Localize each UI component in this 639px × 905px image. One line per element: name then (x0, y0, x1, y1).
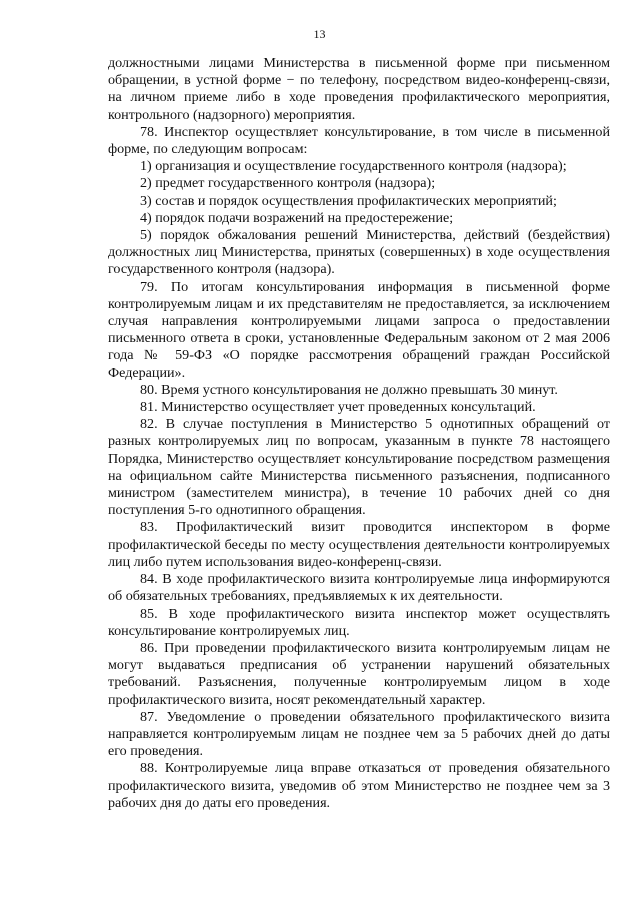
list-item-4: 4) порядок подачи возражений на предостережение; (140, 209, 454, 226)
paragraph-78: 78. Инспектор осуществляет консультирование, в том числе в письменной форме, по следующим вопросам: (108, 123, 610, 158)
paragraph-85: 85. В ходе профилактического визита инспектор может осуществлять консультирование контролируемых лиц. (108, 605, 610, 639)
list-item-1: 1) организация и осуществление государственного контроля (надзора); (140, 158, 567, 175)
paragraph-87: 87. Уведомление о проведении обязательного профилактического визита направляется контролируемым лицам не позднее чем за 5 рабочих дней до даты его проведения. (108, 708, 610, 760)
paragraph-83: 83. Профилактический визит проводится инспектором в форме профилактической беседы по месту осуществления деятельности контролируемых лиц либо путем использования видео-конференц-связи. (108, 519, 610, 570)
paragraph-81: 81. Министерство осуществляет учет проведенных консультаций. (140, 399, 536, 416)
page-number: 13 (313, 27, 326, 41)
paragraph-80: 80. Время устного консультирования не должно превышать 30 минут. (140, 381, 558, 398)
paragraph-79: 79. По итогам консультирования информация в письменной форме контролируемым лицам и их представителям не предоставляется, за исключением случая направления контролируемыми лицами запроса о предоставлении письменного ответа в сроки, установленные Федеральным законом от 2 мая 2006 года № 59-ФЗ «О порядке рассмотрения обращений граждан Российской Федерации». (108, 278, 610, 381)
document-body (108, 55, 610, 812)
paragraph-continuation: должностными лицами Министерства в письменной форме при письменном обращении, в устной форме − по телефону, посредством видео-конференц-связи, на личном приеме либо в ходе проведения профилактического мероприятия, контрольного (надзорного) мероприятия. (108, 55, 610, 123)
paragraph-88: 88. Контролируемые лица вправе отказаться от проведения обязательного профилактического визита, уведомив об этом Министерство не позднее чем за 3 рабочих дня до даты его проведения. (108, 760, 610, 811)
list-item-2: 2) предмет государственного контроля (надзора); (140, 175, 436, 192)
list-item-3: 3) состав и порядок осуществления профилактических мероприятий; (140, 192, 557, 209)
list-item-5: 5) порядок обжалования решений Министерства, действий (бездействия) должностных лиц Министерства, принятых (совершенных) в ходе осуществления государственного контроля (надзора). (108, 227, 610, 278)
paragraph-82: 82. В случае поступления в Министерство 5 однотипных обращений от разных контролируемых лиц по вопросам, указанным в пункте 78 настоящего Порядка, Министерство осуществляет консультирование посредством размещения на официальном сайте Министерства письменного разъяснения, подписанного министром (заместителем министра), в течение 10 рабочих дней со дня поступления 5-го однотипного обращения. (108, 416, 610, 519)
paragraph-86: 86. При проведении профилактического визита контролируемым лицам не могут выдаваться предписания об устранении нарушений обязательных требований. Разъяснения, полученные контролируемым лицом в ходе профилактического визита, носят рекомендательный характер. (108, 639, 610, 708)
paragraph-84: 84. В ходе профилактического визита контролируемые лица информируются об обязательных требованиях, предъявляемых к их деятельности. (108, 571, 610, 605)
